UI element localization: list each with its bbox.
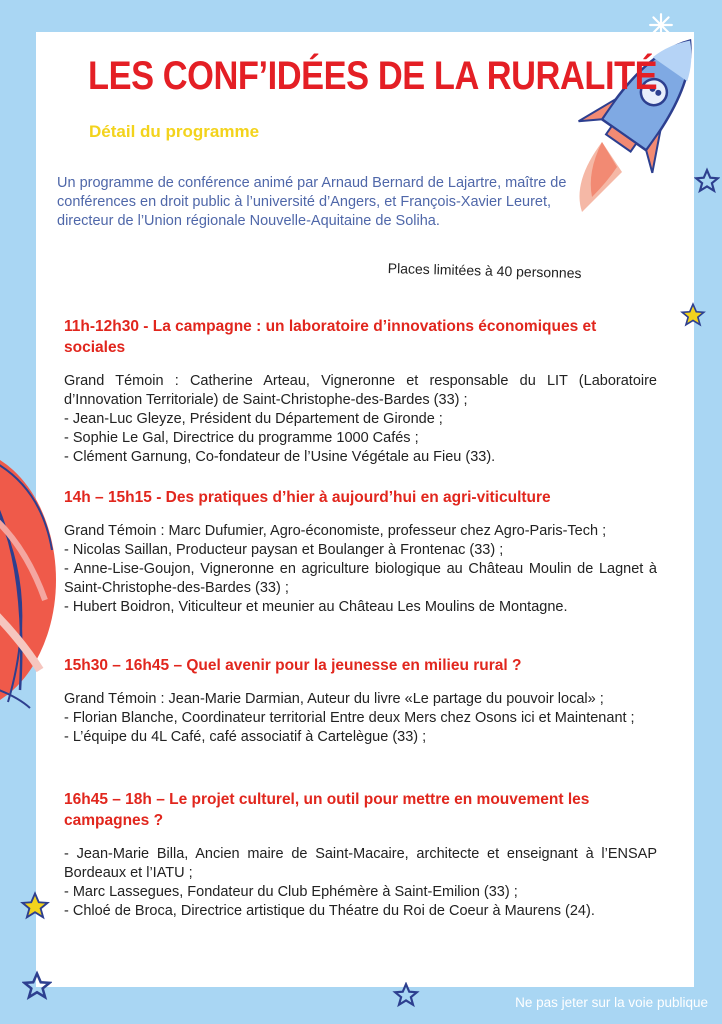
speaker-line: - Anne-Lise-Goujon, Vigneronne en agriculture biologique au Château Moulin de Lagnet à Saint-Christophe-des-Bardes (33) ; — [64, 561, 657, 596]
speaker-line: Grand Témoin : Catherine Arteau, Vigneronne et responsable du LIT (Laboratoire d’Innovation Territoriale) de Saint-Christophe-des-Bardes (33) ; — [64, 373, 657, 408]
session-speakers — [64, 690, 657, 747]
intro-paragraph: Un programme de conférence animé par Arnaud Bernard de Lajartre, maître de conférences en droit public à l’université d’Angers, et François-Xavier Leuret, directeur de l’Union régionale Nouvelle-Aquitaine de Soliha. — [57, 175, 567, 229]
session-block — [64, 487, 657, 617]
session-heading: 16h45 – 18h – Le projet culturel, un outil pour mettre en mouvement les campagnes ? — [64, 791, 590, 829]
speaker-line: - Sophie Le Gal, Directrice du programme 1000 Cafés ; — [64, 430, 419, 446]
planet-illustration — [0, 440, 60, 720]
speaker-line: - Jean-Marie Billa, Ancien maire de Saint-Macaire, architecte et enseignant à l’ENSAP Bordeaux et l’IATU ; — [64, 846, 657, 881]
speaker-line: - Clément Garnung, Co-fondateur de l’Usine Végétale au Fieu (33). — [64, 449, 496, 465]
session-heading: 15h30 – 16h45 – Quel avenir pour la jeunesse en milieu rural ? — [64, 657, 522, 674]
speaker-line: Grand Témoin : Marc Dufumier, Agro-économiste, professeur chez Agro-Paris-Tech ; — [64, 523, 607, 539]
star-icon — [392, 982, 420, 1008]
session-block — [64, 655, 657, 747]
speaker-line: - Jean-Luc Gleyze, Président du Département de Gironde ; — [64, 411, 443, 427]
places-notice: Places limitées à 40 personnes — [387, 260, 582, 282]
session-speakers — [64, 372, 657, 467]
speaker-line: - Hubert Boidron, Viticulteur et meunier au Château Les Moulins de Montagne. — [64, 599, 568, 615]
page-subtitle: Détail du programme — [89, 122, 260, 141]
footer-notice: Ne pas jeter sur la voie publique — [515, 995, 708, 1010]
session-block — [64, 316, 657, 467]
speaker-line: - L’équipe du 4L Café, café associatif à Cartelègue (33) ; — [64, 729, 427, 745]
speaker-line: Grand Témoin : Jean-Marie Darmian, Auteur du livre «Le partage du pouvoir local» ; — [64, 691, 604, 707]
page-title: LES CONF’IDÉES DE LA RURALITÉ — [88, 54, 658, 98]
star-icon — [648, 12, 674, 38]
star-icon — [20, 890, 50, 922]
star-icon — [22, 970, 52, 1002]
speaker-line: - Florian Blanche, Coordinateur territorial Entre deux Mers chez Osons ici et Maintenant ; — [64, 710, 635, 726]
speaker-line: - Nicolas Saillan, Producteur paysan et Boulanger à Frontenac (33) ; — [64, 542, 504, 558]
session-block — [64, 789, 657, 921]
session-heading: 14h – 15h15 - Des pratiques d’hier à aujourd’hui en agri-viticulture — [64, 489, 551, 506]
session-speakers — [64, 522, 657, 617]
session-speakers — [64, 845, 657, 921]
star-icon — [694, 164, 720, 198]
star-icon — [680, 300, 706, 330]
session-heading: 11h-12h30 - La campagne : un laboratoire d’innovations économiques et sociales — [64, 318, 597, 356]
speaker-line: - Marc Lassegues, Fondateur du Club Ephémère à Saint-Emilion (33) ; — [64, 884, 518, 900]
speaker-line: - Chloé de Broca, Directrice artistique du Théatre du Roi de Coeur à Maurens (24). — [64, 903, 595, 919]
